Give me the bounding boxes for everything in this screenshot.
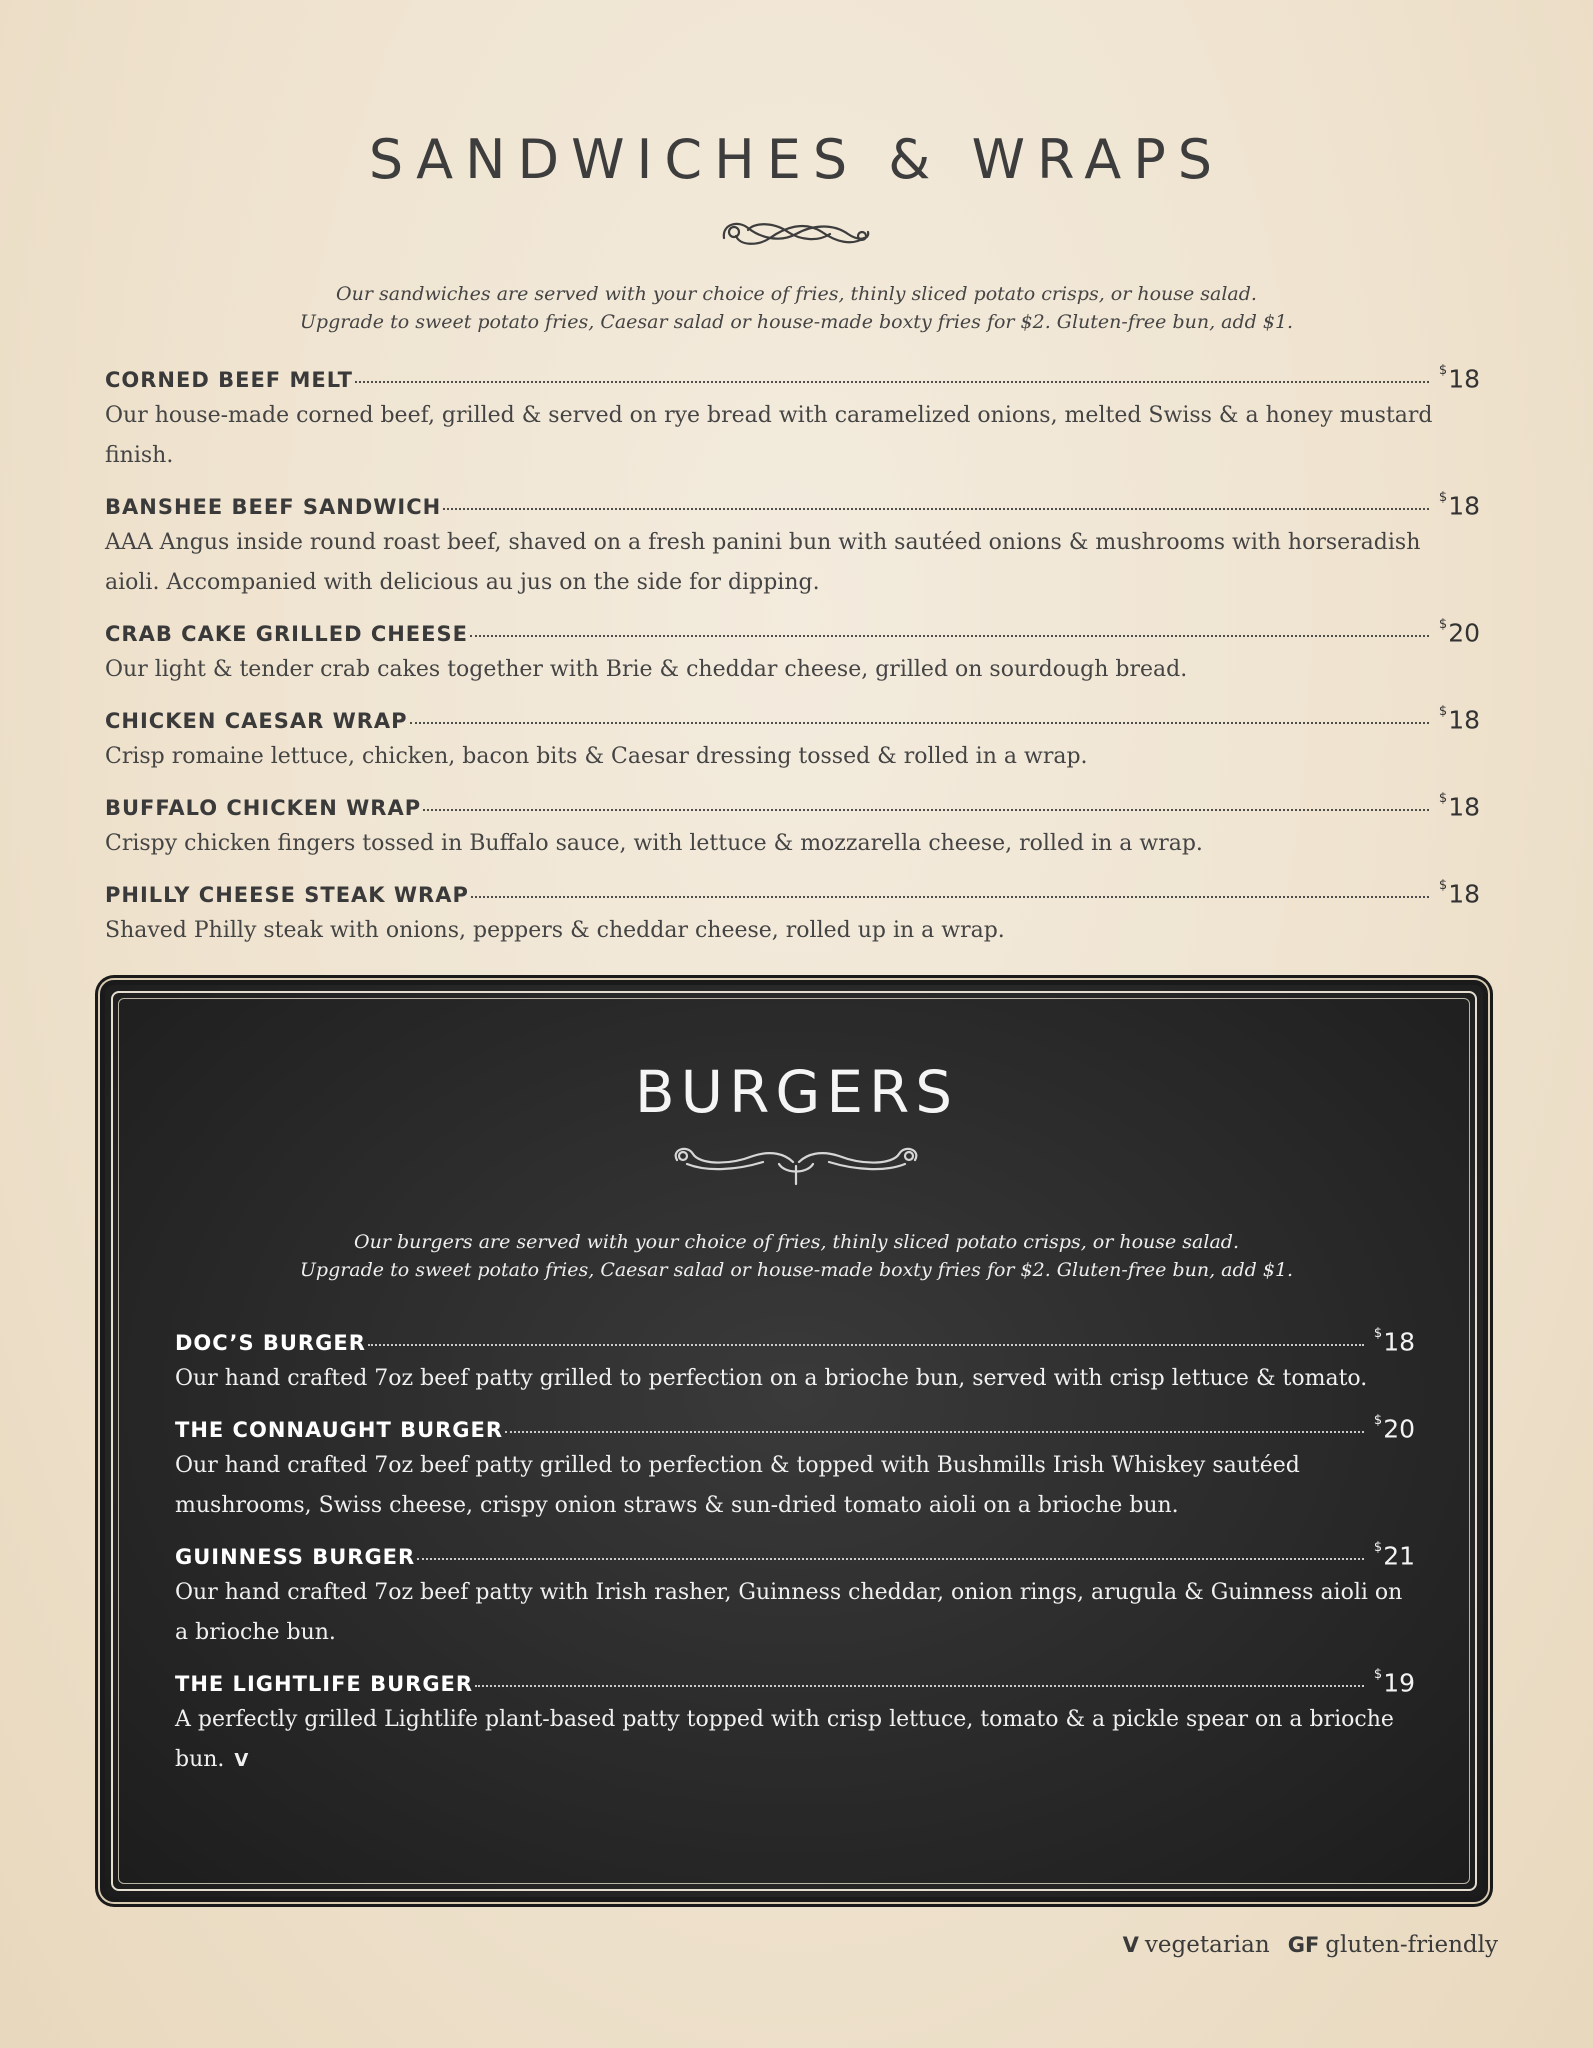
sandwiches-title: SANDWICHES & WRAPS bbox=[368, 128, 1225, 191]
price-value: 18 bbox=[1448, 792, 1480, 822]
price-value: 19 bbox=[1383, 1668, 1415, 1698]
item-price bbox=[1374, 1531, 1415, 1577]
burgers-list bbox=[175, 1317, 1415, 1786]
item-price bbox=[1374, 1404, 1415, 1450]
item-price bbox=[1439, 354, 1480, 400]
vegetarian-mark: V bbox=[234, 1750, 249, 1771]
item-name: GUINNESS BURGER bbox=[175, 1545, 416, 1570]
vegetarian-legend-label: vegetarian bbox=[1144, 1932, 1270, 1958]
item-name: CHICKEN CAESAR WRAP bbox=[105, 709, 408, 734]
currency-symbol: $ bbox=[1438, 878, 1448, 893]
dot-leader bbox=[471, 896, 1429, 898]
dot-leader bbox=[417, 1558, 1364, 1560]
item-description bbox=[175, 1446, 1415, 1526]
item-name: CRAB CAKE GRILLED CHEESE bbox=[105, 622, 468, 647]
gluten-friendly-legend-label: gluten-friendly bbox=[1325, 1932, 1498, 1958]
burgers-intro bbox=[0, 1228, 1593, 1284]
sandwiches-list bbox=[105, 354, 1480, 956]
menu-item bbox=[175, 1404, 1415, 1526]
item-description-text: A perfectly grilled Lightlife plant-based patty topped with crisp lettuce, tomato & a pickle spear on a brioche bun. bbox=[175, 1707, 1394, 1772]
item-name: THE LIGHTLIFE BURGER bbox=[175, 1672, 474, 1697]
dot-leader bbox=[368, 1344, 1364, 1346]
price-value: 18 bbox=[1448, 491, 1480, 521]
menu-item bbox=[105, 354, 1480, 476]
currency-symbol: $ bbox=[1373, 1326, 1383, 1341]
item-description-text: Our hand crafted 7oz beef patty grilled to perfection & topped with Bushmills Irish Whiskey sautéed mushrooms, Swiss cheese, crispy onion straws & sun-dried tomato aioli on a brioche bun. bbox=[175, 1453, 1300, 1518]
item-description: Our house-made corned beef, grilled & served on rye bread with caramelized onions, melted Swiss & a honey mustard finish. bbox=[105, 403, 1433, 468]
price-value: 18 bbox=[1448, 879, 1480, 909]
item-description-text: Our hand crafted 7oz beef patty with Irish rasher, Guinness cheddar, onion rings, arugula & Guinness aioli on a brioche bun. bbox=[175, 1580, 1403, 1645]
vegetarian-legend-mark: V bbox=[1122, 1933, 1139, 1957]
dot-leader bbox=[505, 1431, 1364, 1433]
item-price bbox=[1439, 608, 1480, 654]
item-name: CORNED BEEF MELT bbox=[105, 368, 353, 393]
menu-item bbox=[105, 481, 1480, 603]
item-description: Shaved Philly steak with onions, peppers & cheddar cheese, rolled up in a wrap. bbox=[105, 918, 1005, 943]
item-description: AAA Angus inside round roast beef, shaved on a fresh panini bun with sautéed onions & mushrooms with horseradish aioli. Accompanied with delicious au jus on the side for dipping. bbox=[105, 530, 1421, 595]
currency-symbol: $ bbox=[1373, 1540, 1383, 1555]
dot-leader bbox=[443, 508, 1429, 510]
menu-item bbox=[175, 1658, 1415, 1781]
menu-item bbox=[175, 1317, 1415, 1399]
burgers-flourish-icon bbox=[667, 1140, 925, 1188]
currency-symbol: $ bbox=[1438, 363, 1448, 378]
burgers-title: BURGERS bbox=[634, 1058, 959, 1126]
menu-item bbox=[105, 869, 1480, 951]
item-description: Our light & tender crab cakes together with Brie & cheddar cheese, grilled on sourdough bread. bbox=[105, 657, 1188, 682]
dot-leader bbox=[475, 1685, 1364, 1687]
item-description bbox=[175, 1700, 1415, 1781]
item-price bbox=[1439, 481, 1480, 527]
burgers-intro-line-2: Upgrade to sweet potato fries, Caesar salad or house-made boxty fries for $2. Gluten-free bun, add $1. bbox=[299, 1259, 1294, 1281]
dot-leader bbox=[355, 381, 1429, 383]
item-name: THE CONNAUGHT BURGER bbox=[175, 1418, 504, 1443]
menu-item bbox=[105, 695, 1480, 777]
item-description bbox=[175, 1359, 1415, 1399]
sandwiches-flourish-icon bbox=[718, 210, 874, 258]
currency-symbol: $ bbox=[1373, 1667, 1383, 1682]
price-value: 20 bbox=[1383, 1414, 1415, 1444]
dot-leader bbox=[410, 722, 1429, 724]
price-value: 21 bbox=[1383, 1541, 1415, 1571]
item-price bbox=[1439, 782, 1480, 828]
price-value: 18 bbox=[1383, 1327, 1415, 1357]
currency-symbol: $ bbox=[1438, 704, 1448, 719]
item-price bbox=[1374, 1658, 1415, 1704]
price-value: 20 bbox=[1448, 618, 1480, 648]
currency-symbol: $ bbox=[1438, 617, 1448, 632]
item-description: Crispy chicken fingers tossed in Buffalo sauce, with lettuce & mozzarella cheese, rolled in a wrap. bbox=[105, 831, 1203, 856]
item-name: PHILLY CHEESE STEAK WRAP bbox=[105, 883, 469, 908]
item-price bbox=[1439, 695, 1480, 741]
dot-leader bbox=[423, 809, 1429, 811]
item-name: BUFFALO CHICKEN WRAP bbox=[105, 796, 422, 821]
sandwiches-intro-line-1: Our sandwiches are served with your choice of fries, thinly sliced potato crisps, or house salad. bbox=[336, 283, 1257, 305]
price-value: 18 bbox=[1448, 364, 1480, 394]
currency-symbol: $ bbox=[1438, 791, 1448, 806]
price-value: 18 bbox=[1448, 705, 1480, 735]
currency-symbol: $ bbox=[1373, 1413, 1383, 1428]
currency-symbol: $ bbox=[1438, 490, 1448, 505]
menu-item bbox=[105, 782, 1480, 864]
menu-item bbox=[175, 1531, 1415, 1653]
burgers-intro-line-1: Our burgers are served with your choice of fries, thinly sliced potato crisps, or house salad. bbox=[354, 1231, 1239, 1253]
item-description bbox=[175, 1573, 1415, 1653]
sandwiches-intro-line-2: Upgrade to sweet potato fries, Caesar salad or house-made boxty fries for $2. Gluten-free bun, add $1. bbox=[299, 311, 1294, 333]
item-name: DOC’S BURGER bbox=[175, 1331, 366, 1356]
item-price bbox=[1374, 1317, 1415, 1363]
dietary-legend bbox=[1123, 1932, 1498, 1958]
item-name: BANSHEE BEEF SANDWICH bbox=[105, 495, 442, 520]
menu-item bbox=[105, 608, 1480, 690]
item-description: Crisp romaine lettuce, chicken, bacon bits & Caesar dressing tossed & rolled in a wrap. bbox=[105, 744, 1088, 769]
sandwiches-intro bbox=[0, 280, 1593, 336]
dot-leader bbox=[470, 635, 1429, 637]
gluten-friendly-legend-mark: GF bbox=[1287, 1933, 1320, 1957]
item-description-text: Our hand crafted 7oz beef patty grilled to perfection on a brioche bun, served with crisp lettuce & tomato. bbox=[175, 1366, 1368, 1391]
item-price bbox=[1439, 869, 1480, 915]
